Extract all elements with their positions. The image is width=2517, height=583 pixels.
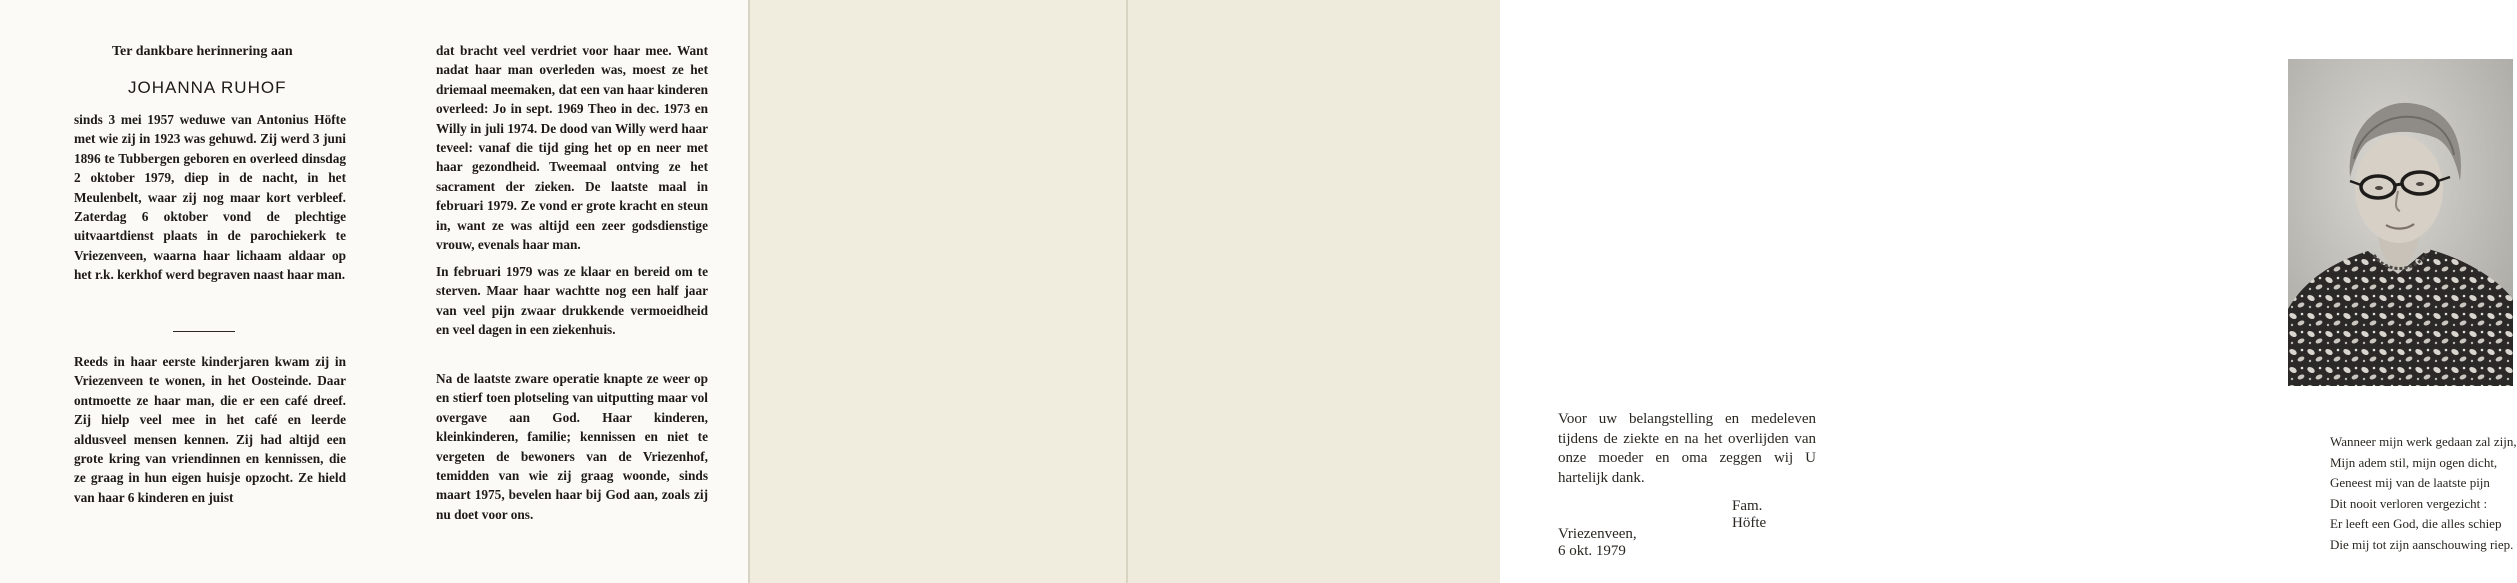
column-left-bottom: [74, 352, 346, 507]
poem-line: Mijn adem stil, mijn ogen dicht,: [2330, 454, 2498, 470]
card-fold-line: [748, 0, 750, 583]
poem: [2330, 432, 2517, 555]
poem-line: Geneest mij van de laatste pijn: [2330, 475, 2490, 490]
card-fold-line: [1126, 0, 1128, 583]
deceased-name: JOHANNA RUHOF: [128, 78, 287, 97]
column-left-top: [74, 110, 346, 285]
biography-paragraph-2: Reeds in haar eerste kinderjaren kwam zij in Vriezenveen te wonen, in het Oosteinde. Daar ontmoette ze haar man, die er een café dreef. Zij hielp veel mee in het café en leerde aldusveel mensen kennen. Zij had altijd een grote kring van vriendinnen en kennissen, die ze graag in hun eigen huisje opzocht. Ze hield van haar 6 kinderen en juist: [74, 354, 346, 505]
section-divider: [173, 331, 235, 332]
intro-line: Ter dankbare herinnering aan: [112, 44, 293, 59]
card-inner-left-page: [0, 0, 750, 583]
poem-line: Dit nooit verloren vergezicht :: [2330, 495, 2488, 511]
biography-paragraph-1: sinds 3 mei 1957 weduwe van Antonius Höfte met wie zij in 1923 was gehuwd. Zij werd 3 juni 1896 te Tubbergen geboren en overleed dinsdag 2 oktober 1979, diep in de nacht, in het Meulenbelt, waar zij nog maar kort verbleef. Zaterdag 6 oktober vond de plechtige uitvaartdienst plaats in de parochiekerk te Vriezenveen, waarna haar lichaam aldaar op het r.k. kerkhof werd begraven naast haar man.: [74, 112, 346, 283]
poem-line: Er leeft een God, die alles schiep: [2330, 516, 2502, 531]
place-and-date: Vriezenveen, 6 okt. 1979: [1558, 526, 1637, 559]
biography-paragraph-5: Na de laatste zware operatie knapte ze weer op en stierf toen plotseling van uitputting maar vol overgave aan God. Haar kinderen, kleinkinderen, familie; kennissen en niet te vergeten de bewoners van de Vriezenhof, temidden van wie zij graag woonde, sinds maart 1975, bevelen haar bij God aan, zoals zij nu doet voor ons.: [436, 371, 708, 522]
poem-line: Die mij tot zijn aanschouwing riep.: [2330, 536, 2514, 552]
portrait-photo: [2288, 59, 2513, 386]
biography-paragraph-3: dat bracht veel verdriet voor haar mee. Want nadat haar man overleden was, moest ze het driemaal meemaken, dat een van haar kinderen overleed: Jo in sept. 1969 Theo in dec. 1973 en Willy in juli 1974. De dood van Willy werd haar teveel: vanaf die tijd ging het op en neer met haar gezondheid. Tweemaal ontving ze het sacrament der zieken. De laatste maal in februari 1979. Ze vond er grote kracht en steun in, want ze was altijd een zeer godsdienstige vrouw, evenals haar man.: [436, 43, 708, 253]
biography-paragraph-4: In februari 1979 was ze klaar en bereid om te sterven. Maar haar wachtte nog een half jaar van veel pijn zwaar drukkende vermoeidheid en veel dagen in een ziekenhuis.: [436, 264, 708, 338]
column-right-middle: [436, 262, 708, 340]
column-right-top: [436, 41, 708, 254]
card-thanks-page: [750, 0, 1816, 583]
column-right-bottom: [436, 369, 708, 524]
poem-line: Wanneer mijn werk gedaan zal zijn,: [2330, 434, 2517, 449]
family-signature: Fam. Höfte: [1732, 498, 1767, 531]
thanks-message: Voor uw belangstelling en medeleven tijdens de ziekte en na het overlijden van onze moeder en oma zeggen wij U hartelijk dank.: [1558, 411, 1816, 486]
